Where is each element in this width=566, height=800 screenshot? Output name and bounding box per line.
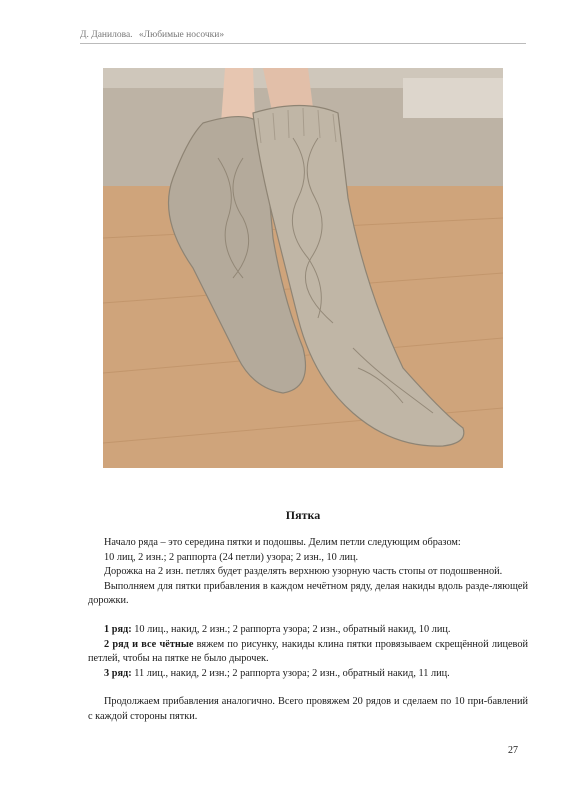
row-1-text: 10 лиц., накид, 2 изн.; 2 раппорта узора; 2 изн., обратный накид, 10 лиц. bbox=[131, 623, 451, 635]
row-3-label: 3 ряд: bbox=[104, 667, 132, 679]
watermark: PassionForum.ru bbox=[479, 785, 560, 796]
row-2 bbox=[88, 638, 528, 667]
paragraph-final: Продолжаем прибавления аналогично. Всего провяжем 20 рядов и сделаем по 10 при-бавлений с каждой стороны пятки. bbox=[88, 696, 528, 722]
paragraph-division: 10 лиц, 2 изн.; 2 раппорта (24 петли) узора; 2 изн., 10 лиц. bbox=[104, 551, 359, 563]
page-number: 27 bbox=[508, 745, 518, 756]
running-head bbox=[80, 30, 526, 44]
row-2-text: вяжем по рисунку, накиды клина пятки провязываем скрещённой лицевой петлей, чтобы на пятке не было дырочек. bbox=[88, 638, 528, 665]
row-2-label: 2 ряд и все чётные bbox=[104, 638, 194, 650]
row-1-label: 1 ряд: bbox=[104, 623, 132, 635]
section-title: Пятка bbox=[285, 508, 321, 522]
header-book-title: «Любимые носочки» bbox=[138, 30, 225, 40]
row-1 bbox=[88, 623, 528, 638]
header-author: Д. Данилова. bbox=[80, 30, 133, 40]
row-3-text: 11 лиц., накид, 2 изн.; 2 раппорта узора; 2 изн., обратный накид, 11 лиц. bbox=[131, 667, 450, 679]
knitted-socks-photo bbox=[103, 68, 503, 468]
socks-illustration bbox=[103, 68, 503, 468]
body-text bbox=[88, 536, 528, 725]
paragraph-path: Дорожка на 2 изн. петлях будет разделять верхнюю узорную часть стопы от подошвенной. bbox=[104, 566, 503, 578]
paragraph-increases: Выполняем для пятки прибавления в каждом нечётном ряду, делая накиды вдоль разде-ляющей дорожки. bbox=[88, 580, 528, 607]
paragraph-intro: Начало ряда – это середина пятки и подошвы. Делим петли следующим образом: bbox=[104, 537, 461, 548]
row-3 bbox=[88, 667, 528, 682]
